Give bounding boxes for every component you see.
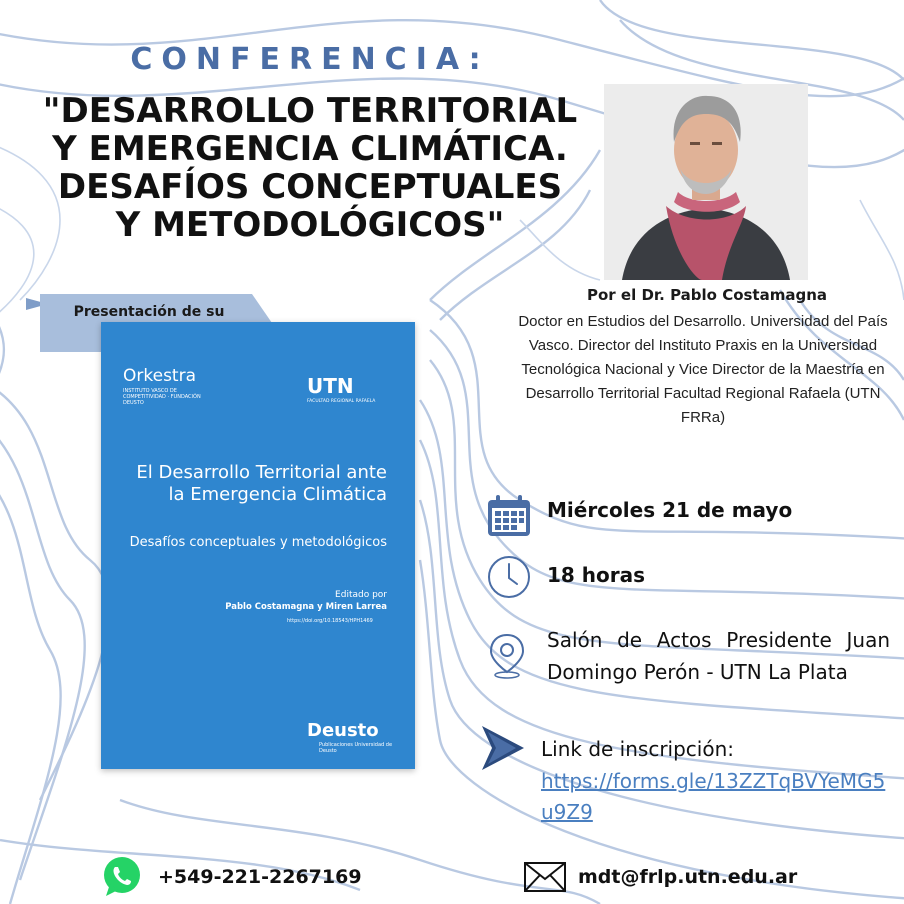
calendar-icon (486, 494, 532, 538)
contact-email[interactable]: mdt@frlp.utn.edu.ar (578, 866, 798, 888)
mail-icon (523, 861, 567, 893)
orkestra-logo-sub: INSTITUTO VASCO DE COMPETITIVIDAD · FUNDACIÓN DEUSTO (123, 388, 201, 406)
orkestra-logo: Orkestra (123, 366, 196, 386)
title-line: Y EMERGENCIA CLIMÁTICA. (52, 129, 568, 169)
location-pin-icon (487, 632, 527, 680)
title-line: DESAFÍOS CONCEPTUALES (57, 167, 563, 207)
book-edited-by: Editado por (335, 590, 387, 600)
speaker-bio: Doctor en Estudios del Desarrollo. Universidad del País Vasco. Director del Instituto Praxis en la Universidad Tecnológica Nacional y Vice Director de la Maestría en Desarrollo Territorial Facultad Regional Rafaela (UTN FRRa) (518, 313, 888, 426)
book-subtitle: Desafíos conceptuales y metodológicos (129, 535, 387, 550)
clock-icon (486, 554, 532, 600)
utn-logo: UTN (307, 374, 354, 398)
book-doi: https://doi.org/10.18543/HPH1469 (287, 618, 373, 624)
arrow-icon (480, 726, 526, 770)
conference-kicker: CONFERENCIA: (130, 42, 490, 77)
event-time: 18 horas (547, 563, 646, 587)
registration-link[interactable]: https://forms.gle/13ZZTqBVYeMG5u9Z9 (541, 769, 886, 824)
deusto-logo-sub: Publicaciones Universidad de Deusto (319, 742, 393, 754)
conference-title (20, 92, 600, 244)
registration-label: Link de inscripción: (541, 737, 734, 761)
book-title: El Desarrollo Territorial ante la Emergencia Climática (136, 462, 387, 505)
contact-phone[interactable]: +549-221-2267169 (158, 866, 362, 888)
whatsapp-icon (100, 854, 144, 898)
event-venue: Salón de Actos Presidente Juan Domingo Perón - UTN La Plata (547, 628, 890, 684)
book-cover (101, 322, 415, 769)
event-date: Miércoles 21 de mayo (547, 498, 793, 522)
speaker-name: Por el Dr. Pablo Costamagna (586, 286, 828, 304)
title-line: Y METODOLÓGICOS" (115, 205, 505, 245)
title-line: "DESARROLLO TERRITORIAL (42, 91, 578, 131)
deusto-logo: Deusto (307, 720, 379, 741)
utn-logo-sub: FACULTAD REGIONAL RAFAELA (307, 399, 376, 404)
book-ribbon-label: Presentación de su (73, 304, 225, 320)
speaker-photo (604, 84, 808, 280)
book-editors: Pablo Costamagna y Miren Larrea (225, 602, 387, 612)
